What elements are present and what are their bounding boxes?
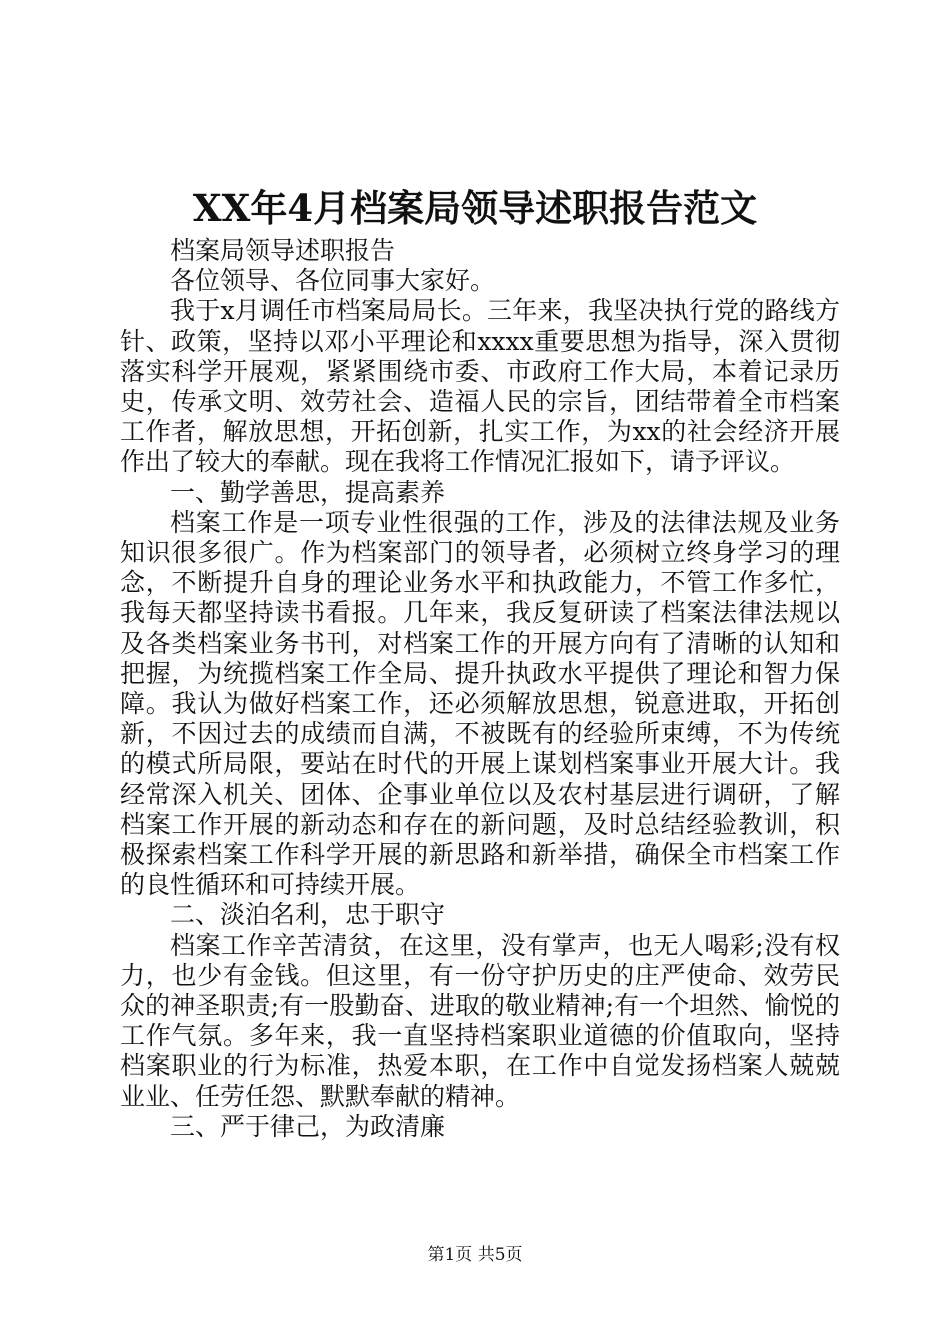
document-body xyxy=(120,236,840,1142)
paragraph-section-2: 档案工作辛苦清贫，在这里，没有掌声，也无人喝彩;没有权力，也少有金钱。但这里，有一份守护历史的庄严使命、效劳民众的神圣职责;有一股勤奋、进取的敬业精神;有一个坦然、愉悦的工作气氛。多年来，我一直坚持档案职业道德的价值取向，坚持档案职业的行为标准，热爱本职，在工作中自觉发扬档案人兢兢业业、任劳任怨、默默奉献的精神。 xyxy=(120,930,840,1111)
paragraph-section-1: 档案工作是一项专业性很强的工作，涉及的法律法规及业务知识很多很广。作为档案部门的领导者，必须树立终身学习的理念，不断提升自身的理论业务水平和执政能力，不管工作多忙，我每天都坚持读书看报。几年来，我反复研读了档案法律法规以及各类档案业务书刊，对档案工作的开展方向有了清晰的认知和把握，为统揽档案工作全局、提升执政水平提供了理论和智力保障。我认为做好档案工作，还必须解放思想，锐意进取，开拓创新，不因过去的成绩而自满，不被既有的经验所束缚，不为传统的模式所局限，要站在时代的开展上谋划档案事业开展大计。我经常深入机关、团体、企事业单位以及农村基层进行调研，了解档案工作开展的新动态和存在的新问题，及时总结经验教训，积极探索档案工作科学开展的新思路和新举措，确保全市档案工作的良性循环和可持续开展。 xyxy=(120,507,840,900)
paragraph-report-heading: 档案局领导述职报告 xyxy=(170,236,396,265)
section-heading-3: 三、严于律己，为政清廉 xyxy=(170,1111,446,1141)
section-heading-1: 一、勤学善思，提高素养 xyxy=(170,477,446,507)
document-title: XX年4月档案局领导述职报告范文 xyxy=(192,186,758,230)
section-heading-2: 二、淡泊名利，忠于职守 xyxy=(170,900,446,930)
paragraph-introduction: 我于x月调任市档案局局长。三年来，我坚决执行党的路线方针、政策，坚持以邓小平理论和xxxx重要思想为指导，深入贯彻落实科学开展观，紧紧围绕市委、市政府工作大局，本着记录历史，传承文明、效劳社会、造福人民的宗旨，团结带着全市档案工作者，解放思想，开拓创新，扎实工作，为xx的社会经济开展作出了较大的奉献。现在我将工作情况汇报如下，请予评议。 xyxy=(120,296,840,477)
page-number-footer: 第1页 共5页 xyxy=(427,1245,523,1265)
paragraph-greeting: 各位领导、各位同事大家好。 xyxy=(170,266,496,296)
